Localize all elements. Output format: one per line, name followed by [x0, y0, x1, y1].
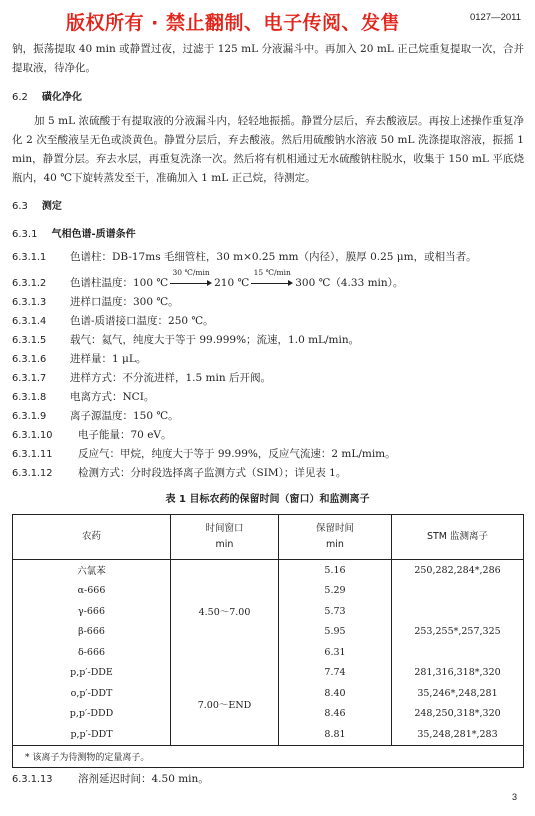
retention-time: 8.46: [279, 704, 392, 725]
header-unit: min: [326, 539, 344, 550]
monitor-ions: 250,282,284*,286: [392, 560, 524, 581]
pesticide-name: β-666: [78, 626, 105, 638]
item-number: 6.3.1.5: [12, 335, 47, 346]
item-text: 进样方式：不分流进样，1.5 min 后开阀。: [70, 372, 271, 384]
header-pesticide: 农药: [13, 515, 171, 560]
monitor-ions: 35,248,281*,283: [392, 724, 524, 745]
time-window-cell: 4.50～7.00: [171, 560, 279, 663]
item-text: 色谱柱温度：100 ℃: [70, 277, 169, 289]
table-note: * 该离子为待测物的定量离子。: [13, 745, 524, 767]
pesticide-name: o,p′-DDT: [70, 687, 113, 699]
retention-time: 5.29: [279, 581, 392, 602]
retention-time: 5.95: [279, 622, 392, 643]
rate-label: 30 ℃/min: [172, 268, 210, 277]
header-unit: min: [215, 539, 234, 550]
item-6-3-1-8: [12, 389, 154, 404]
retention-time: 7.74: [279, 663, 392, 684]
pesticide-table: [12, 514, 524, 768]
section-number: 6.3: [12, 201, 28, 212]
item-text: 色谱柱：DB-17ms 毛细管柱，30 m×0.25 mm（内径），膜厚 0.25 μm，或相当者。: [70, 251, 477, 263]
rate-arrow: [249, 268, 295, 288]
item-6-3-1-1: [12, 249, 477, 264]
item-text: 电离方式：NCI。: [70, 391, 155, 403]
retention-time: 5.73: [279, 601, 392, 622]
monitor-ions: [392, 642, 524, 663]
pesticide-name: p,p′-DDE: [70, 667, 113, 679]
item-text: 210 ℃: [214, 277, 250, 289]
pesticide-name: 六氯苯: [77, 566, 106, 578]
item-6-3-1-6: [12, 351, 146, 366]
item-number: 6.3.1.4: [12, 316, 47, 327]
table-note-row: [13, 745, 524, 767]
monitor-ions: 35,246*,248,281: [392, 683, 524, 704]
item-text: 电子能量：70 eV。: [78, 429, 172, 441]
header-text: 保留时间: [315, 523, 354, 534]
section-6-2-text: 加 5 mL 浓硫酸于有提取液的分液漏斗内，轻轻地振摇。静置分层后，弃去酸液层。再按上述操作重复净化 2 次至酸液呈无色或淡黄色。静置分层后，弃去酸液。然后用硫酸钠水溶液 50 mL 洗涤提取溶液，振摇 1 min，静置分层。弃去水层，再重复洗涤一次。然后将有机相通过无水硫酸钠柱脱水，收集于 150 mL 平底烧瓶内，40 ℃下旋转蒸发至干，准确加入 1 mL 正己烷，待测定。: [12, 115, 524, 184]
item-6-3-1-11: [12, 446, 396, 461]
item-number: 6.3.1.9: [12, 411, 47, 422]
table-row: [13, 560, 524, 581]
monitor-ions: 253,255*,257,325: [392, 622, 524, 643]
pesticide-name: δ-666: [77, 646, 106, 658]
retention-time: 6.31: [279, 642, 392, 663]
header-text: 时间窗口: [205, 523, 244, 534]
item-text: 离子源温度：150 ℃。: [70, 410, 179, 422]
item-text: 检测方式：分时段选择离子监测方式（SIM）；详见表 1。: [78, 467, 347, 479]
item-text: 进样口温度：300 ℃。: [70, 296, 179, 308]
header-ions: STM 监测离子: [392, 515, 524, 560]
item-text: 溶剂延迟时间：4.50 min。: [78, 773, 209, 785]
section-title: 测定: [41, 201, 62, 212]
item-6-3-1-4: [12, 313, 214, 328]
intro-paragraph: 钠，振荡提取 40 min 或静置过夜，过滤于 125 mL 分液漏斗中。再加入 20 mL 正己烷重复提取一次，合并提取液，待净化。: [12, 43, 524, 74]
item-number: 6.3.1.12: [12, 468, 53, 479]
header-time-window: [171, 515, 279, 560]
item-6-3-1-12: [12, 465, 346, 480]
section-number: 6.3.1: [12, 229, 38, 240]
header-retention-time: [279, 515, 392, 560]
pesticide-name: p,p′-DDD: [69, 708, 114, 720]
item-6-3-1-7: [12, 370, 271, 385]
pesticide-name: p,p′-DDT: [70, 728, 113, 740]
item-number: 6.3.1.3: [12, 297, 47, 308]
section-title: 磺化净化: [41, 92, 82, 103]
item-6-3-1-3: [12, 294, 179, 309]
time-window-cell: 7.00～END: [171, 663, 279, 746]
item-text: 载气：氦气，纯度大于等于 99.999%；流速，1.0 mL/min。: [70, 334, 360, 346]
item-text: 反应气：甲烷，纯度大于等于 99.99%，反应气流速：2 mL/mim。: [78, 448, 396, 460]
item-6-3-1-9: [12, 408, 179, 423]
page-number: 3: [511, 792, 517, 802]
pesticide-name: α-666: [77, 585, 106, 597]
item-6-3-1-10: [12, 427, 172, 442]
monitor-ions: 248,250,318*,320: [392, 704, 524, 725]
item-number: 6.3.1.2: [12, 278, 47, 289]
item-text: 进样量：1 μL。: [70, 353, 147, 365]
item-number: 6.3.1.10: [12, 430, 53, 441]
item-6-3-1-2: [12, 268, 404, 290]
table-caption: 表 1 目标农药的保留时间（窗口）和监测离子: [165, 494, 370, 505]
item-number: 6.3.1.11: [12, 449, 53, 460]
section-6-3-heading: [12, 197, 62, 212]
table-row: [13, 663, 524, 684]
watermark-text: 版权所有 · 禁止翻制、电子传阅、发售: [66, 12, 400, 34]
monitor-ions: [392, 601, 524, 622]
rate-label: 15 ℃/min: [253, 268, 291, 277]
section-6-2-heading: [12, 88, 82, 103]
item-number: 6.3.1.7: [12, 373, 47, 384]
item-6-3-1-5: [12, 332, 359, 347]
document-id: 0127—2011: [469, 12, 521, 23]
item-number: 6.3.1.8: [12, 392, 47, 403]
item-text: 300 ℃（4.33 min）。: [295, 277, 404, 289]
retention-time: 8.81: [279, 724, 392, 745]
section-title: 气相色谱-质谱条件: [51, 229, 136, 240]
item-number: 6.3.1.1: [12, 252, 47, 263]
item-6-3-1-13: [12, 771, 209, 786]
section-number: 6.2: [12, 92, 28, 103]
monitor-ions: 281,316,318*,320: [392, 663, 524, 684]
pesticide-name: γ-666: [77, 605, 106, 617]
retention-time: 5.16: [279, 560, 392, 581]
item-number: 6.3.1.6: [12, 354, 47, 365]
rate-arrow: [168, 268, 214, 288]
section-6-3-1-heading: [12, 225, 136, 240]
item-text: 色谱-质谱接口温度：250 ℃。: [70, 315, 214, 327]
item-number: 6.3.1.13: [12, 774, 53, 785]
retention-time: 8.40: [279, 683, 392, 704]
monitor-ions: [392, 581, 524, 602]
